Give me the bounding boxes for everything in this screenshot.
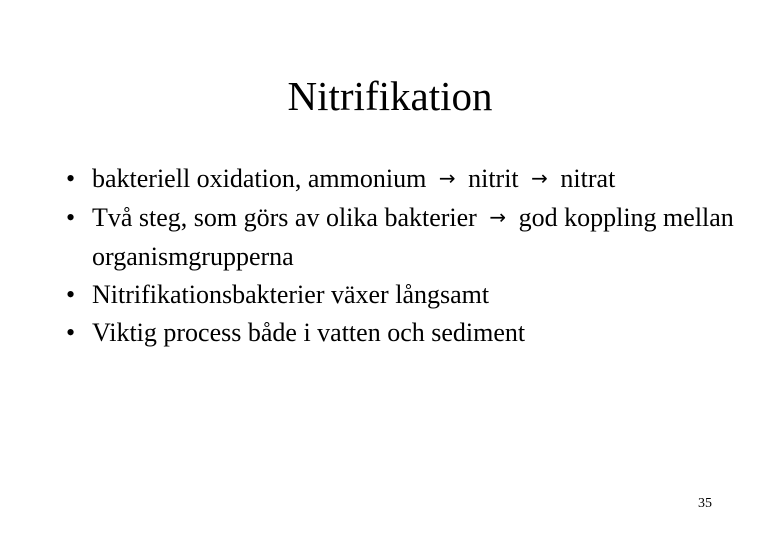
bullet-icon: •	[66, 280, 76, 309]
bullet-item	[60, 314, 760, 352]
bullet-item	[60, 276, 760, 314]
arrow-right-icon: →	[531, 166, 548, 190]
bullet-item	[60, 199, 760, 276]
bullet-text: Viktig process både i vatten och sediment	[92, 318, 526, 347]
bullet-icon: •	[66, 318, 76, 347]
page-number: 35	[698, 496, 712, 511]
bullet-text: Nitrifikationsbakterier växer långsamt	[92, 280, 490, 309]
bullet-text: Två steg, som görs av olika bakterier	[92, 203, 477, 232]
bullet-text: nitrit	[468, 164, 519, 193]
arrow-right-icon: →	[438, 166, 456, 190]
bullet-text: bakteriell oxidation, ammonium	[92, 164, 427, 193]
bullet-list	[60, 160, 760, 352]
slide-title: Nitrifikation	[287, 73, 493, 119]
bullet-text: nitrat	[560, 164, 616, 193]
bullet-icon: •	[66, 164, 76, 193]
bullet-text: god koppling mellan organismgrupperna	[92, 203, 734, 271]
bullet-icon: •	[66, 203, 76, 232]
arrow-right-icon: →	[489, 205, 507, 229]
bullet-item	[60, 160, 760, 199]
